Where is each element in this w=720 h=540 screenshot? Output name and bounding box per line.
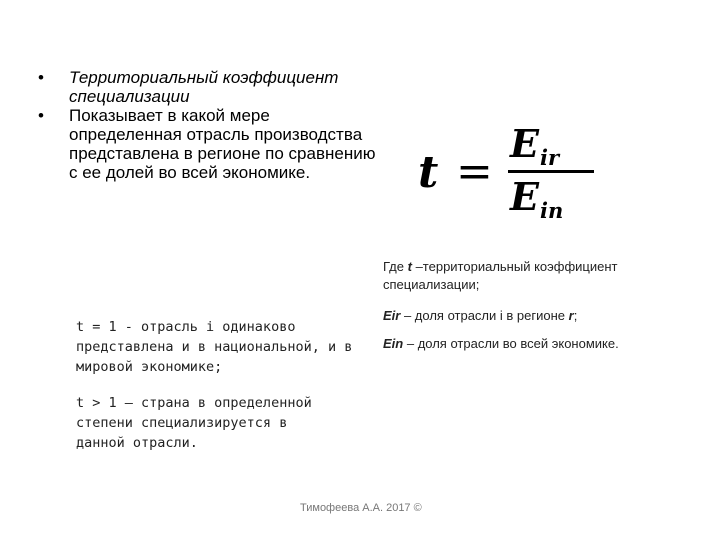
definition-t <box>383 258 673 294</box>
formula-equals-sign: = <box>456 146 493 197</box>
definition-var: t <box>407 259 412 274</box>
fraction-bar <box>508 170 594 173</box>
definition-ein <box>383 335 683 353</box>
denominator-var: E <box>510 174 539 219</box>
definition-end: ; <box>573 308 578 323</box>
bullet-text: Показывает в какой мере определенная отрасль производства представлена в регионе по сравнению с ее долей во всей экономике. <box>69 106 376 182</box>
note-t-greater-one: t > 1 – страна в определенной степени специализируется в данной отрасли. <box>76 395 312 451</box>
footer-credit: Тимофеева А.А. 2017 © <box>300 502 422 514</box>
bullet-text: Территориальный коэффициент специализации <box>69 68 339 106</box>
definition-var: Eir <box>383 308 401 323</box>
definition-prefix: Где <box>383 259 408 274</box>
definition-var-region: r <box>568 308 574 323</box>
bullet-marker: • <box>38 106 44 125</box>
numerator-subscript: ir <box>539 145 560 170</box>
definition-text: – доля отрасли i в регионе <box>400 308 569 323</box>
formula-denominator <box>510 174 564 223</box>
definition-text: –территориальный коэффициент специализации; <box>383 259 618 292</box>
bullet-list <box>38 68 378 182</box>
bullet-item-title <box>38 68 378 106</box>
definition-text: – доля отрасли во всей экономике. <box>403 336 619 351</box>
bullet-marker: • <box>38 68 44 87</box>
definition-eir <box>383 307 683 325</box>
denominator-subscript: in <box>539 198 564 223</box>
definition-var: Ein <box>383 336 404 351</box>
numerator-var: E <box>510 121 539 166</box>
formula-numerator <box>510 121 560 170</box>
specialization-formula <box>418 121 598 223</box>
bullet-item-description <box>38 106 378 182</box>
formula-lhs: t <box>418 147 439 198</box>
note-t-equals-one: t = 1 - отрасль i одинаково представлена и в национальной, и в мировой экономике; <box>76 319 353 375</box>
